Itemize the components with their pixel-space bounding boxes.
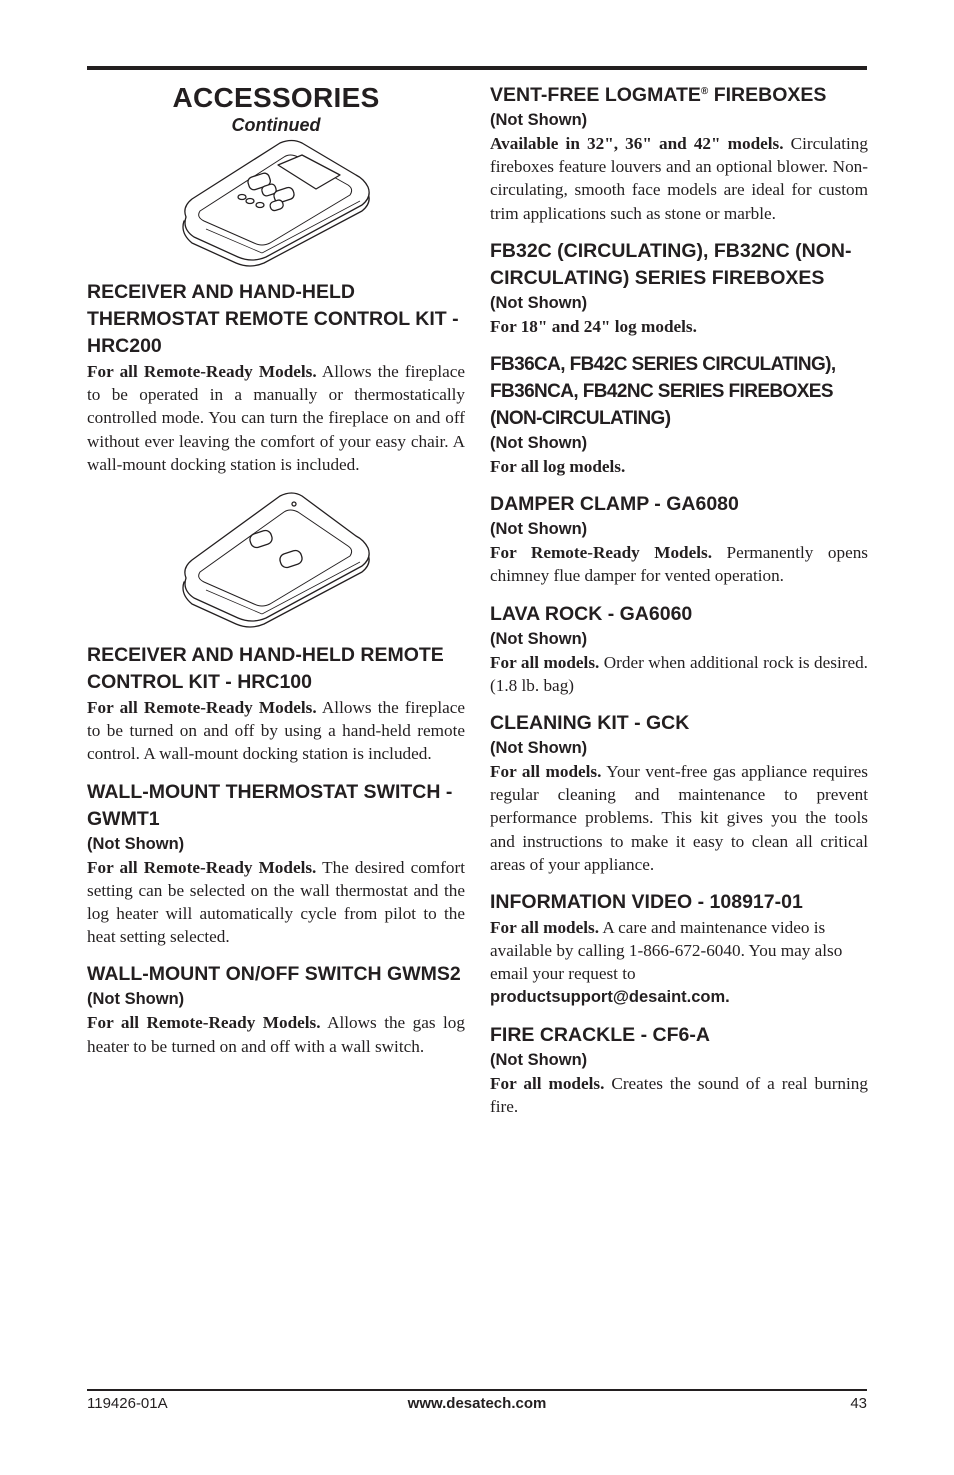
gwms2-description: For all Remote-Ready Models. Allows the gas log heater to be turned on and off with a wall switch. [87, 1013, 465, 1056]
fire-crackle-not-shown: (Not Shown) [490, 1050, 588, 1069]
page-number: 43 [850, 1395, 867, 1412]
damper-clamp-not-shown: (Not Shown) [490, 520, 588, 539]
hrc200-description: For all Remote-Ready Models. Allows the fireplace to be operated in a manually or thermostatically controlled mode. You can turn the fireplace on and off without ever leaving the comfort of your easy chair. A wall-mount docking station is included. [87, 362, 466, 474]
fb32-not-shown: (Not Shown) [490, 293, 588, 312]
info-video-heading: INFORMATION VIDEO - 108917-01 [490, 891, 803, 914]
gwms2-heading: WALL-MOUNT ON/OFF SWITCH GWMS2 [87, 963, 461, 986]
lava-rock-heading: LAVA ROCK - GA6060 [490, 602, 693, 625]
damper-clamp-heading: DAMPER CLAMP - GA6080 [490, 493, 739, 516]
fb32-heading: FB32C (CIRCULATING), FB32NC (NON-CIRCULATING) SERIES FIREBOXES [490, 239, 852, 289]
bottom-rule [87, 1389, 867, 1391]
fire-crackle-heading: FIRE CRACKLE - CF6-A [490, 1023, 710, 1046]
section-subtitle: Continued [231, 115, 321, 135]
fb32-description: For 18" and 24" log models. [490, 316, 697, 336]
section-title: ACCESSORIES [172, 82, 380, 113]
logmate-not-shown: (Not Shown) [490, 111, 588, 129]
hrc200-heading: RECEIVER AND HAND-HELD THERMOSTAT REMOTE CONTROL KIT - HRC200 [87, 281, 459, 357]
right-column [490, 82, 868, 1118]
gwmt1-description: For all Remote-Ready Models. The desired comfort setting can be selected on the wall thermostat and the log heater will automatically cycle from pilot to the heat setting selected. [87, 857, 465, 947]
lava-rock-description: For all models. Order when additional rock is desired. (1.8 lb. bag) [490, 652, 868, 695]
fb36-heading: FB36CA, FB42C SERIES CIRCULATING), FB36NCA, FB42NC SERIES FIREBOXES (NON-CIRCULATING) [490, 354, 836, 430]
gwms2-not-shown: (Not Shown) [87, 990, 185, 1009]
gwmt1-not-shown: (Not Shown) [87, 834, 185, 853]
registered-mark: ® [700, 86, 709, 97]
fb36-description: For all log models. [490, 457, 626, 477]
left-column [87, 82, 465, 1058]
cleaning-kit-heading: CLEANING KIT - GCK [490, 712, 690, 735]
gwmt1-heading: WALL-MOUNT THERMOSTAT SWITCH - GWMT1 [87, 780, 453, 830]
top-rule [87, 66, 867, 70]
document-number: 119426-01A [87, 1395, 168, 1412]
logmate-description: Available in 32", 36" and 42" models. Circulating fireboxes feature louvers and an optional blower. Non-circulating, smooth face models are ideal for custom trim applications such as stone or marble. [490, 134, 868, 223]
support-email: productsupport@desaint.com. [490, 987, 730, 1006]
thermostat-remote-illustration [176, 139, 376, 269]
website: www.desatech.com [407, 1395, 547, 1412]
lava-rock-not-shown: (Not Shown) [490, 629, 588, 648]
hrc100-description: For all Remote-Ready Models. Allows the fireplace to be turned on and off by using a hand-held remote control. A wall-mount docking station is included. [87, 698, 466, 764]
cleaning-kit-not-shown: (Not Shown) [490, 739, 588, 758]
cleaning-kit-description: For all models. Your vent-free gas appliance requires regular cleaning and maintenance to prevent performance problems. This kit gives you the tools and instructions to make it easy to clean all critical areas of your appliance. [490, 762, 868, 874]
damper-clamp-description: For Remote-Ready Models. Permanently opens chimney flue damper for vented operation. [490, 543, 868, 586]
page-footer [87, 1395, 867, 1417]
hrc100-heading: RECEIVER AND HAND-HELD REMOTE CONTROL KIT - HRC100 [87, 644, 444, 694]
hand-held-remote-illustration [176, 490, 376, 630]
info-video-description: For all models. A care and maintenance video is available by calling 1-866-672-6040. You may also email your request to [490, 918, 843, 984]
fb36-not-shown: (Not Shown) [490, 434, 588, 453]
logmate-heading: VENT-FREE LOGMATE® FIREBOXES [490, 84, 827, 106]
fire-crackle-description: For all models. Creates the sound of a real burning fire. [490, 1073, 868, 1116]
